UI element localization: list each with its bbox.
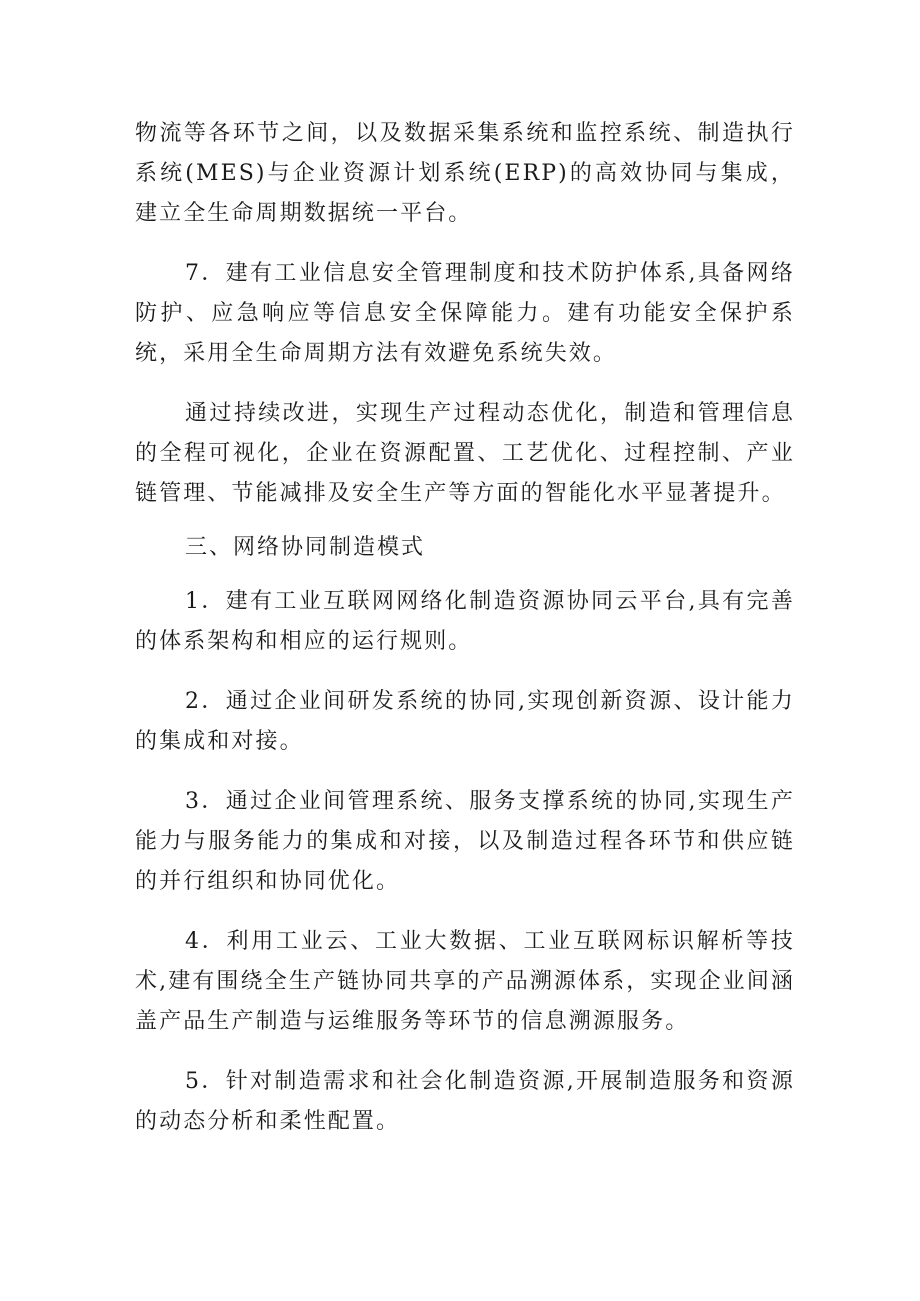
- list-item-1: 1．建有工业互联网网络化制造资源协同云平台,具有完善的体系架构和相应的运行规则。: [135, 589, 795, 654]
- paragraph-item-7: 7．建有工业信息安全管理制度和技术防护体系,具备网络防护、应急响应等信息安全保障能力。建有功能安全保护系统，采用全生命周期方法有效避免系统失效。: [135, 261, 795, 366]
- list-item-2: 2．通过企业间研发系统的协同,实现创新资源、设计能力的集成和对接。: [135, 689, 795, 754]
- paragraph-continuation: 物流等各环节之间，以及数据采集系统和监控系统、制造执行系统(MES)与企业资源计划系统(ERP)的高效协同与集成，建立全生命周期数据统一平台。: [135, 121, 795, 226]
- section-heading: 三、网络协同制造模式: [185, 535, 426, 560]
- list-item-5: 5．针对制造需求和社会化制造资源,开展制造服务和资源的动态分析和柔性配置。: [135, 1069, 795, 1134]
- document-page: [135, 114, 795, 1142]
- paragraph-summary: 通过持续改进，实现生产过程动态优化，制造和管理信息的全程可视化，企业在资源配置、工艺优化、过程控制、产业链管理、节能减排及安全生产等方面的智能化水平显著提升。: [135, 401, 795, 506]
- list-item-4: 4．利用工业云、工业大数据、工业互联网标识解析等技术,建有围绕全生产链协同共享的产品溯源体系，实现企业间涵盖产品生产制造与运维服务等环节的信息溯源服务。: [135, 929, 795, 1034]
- list-item-3: 3．通过企业间管理系统、服务支撑系统的协同,实现生产能力与服务能力的集成和对接，以及制造过程各环节和供应链的并行组织和协同优化。: [135, 789, 795, 894]
